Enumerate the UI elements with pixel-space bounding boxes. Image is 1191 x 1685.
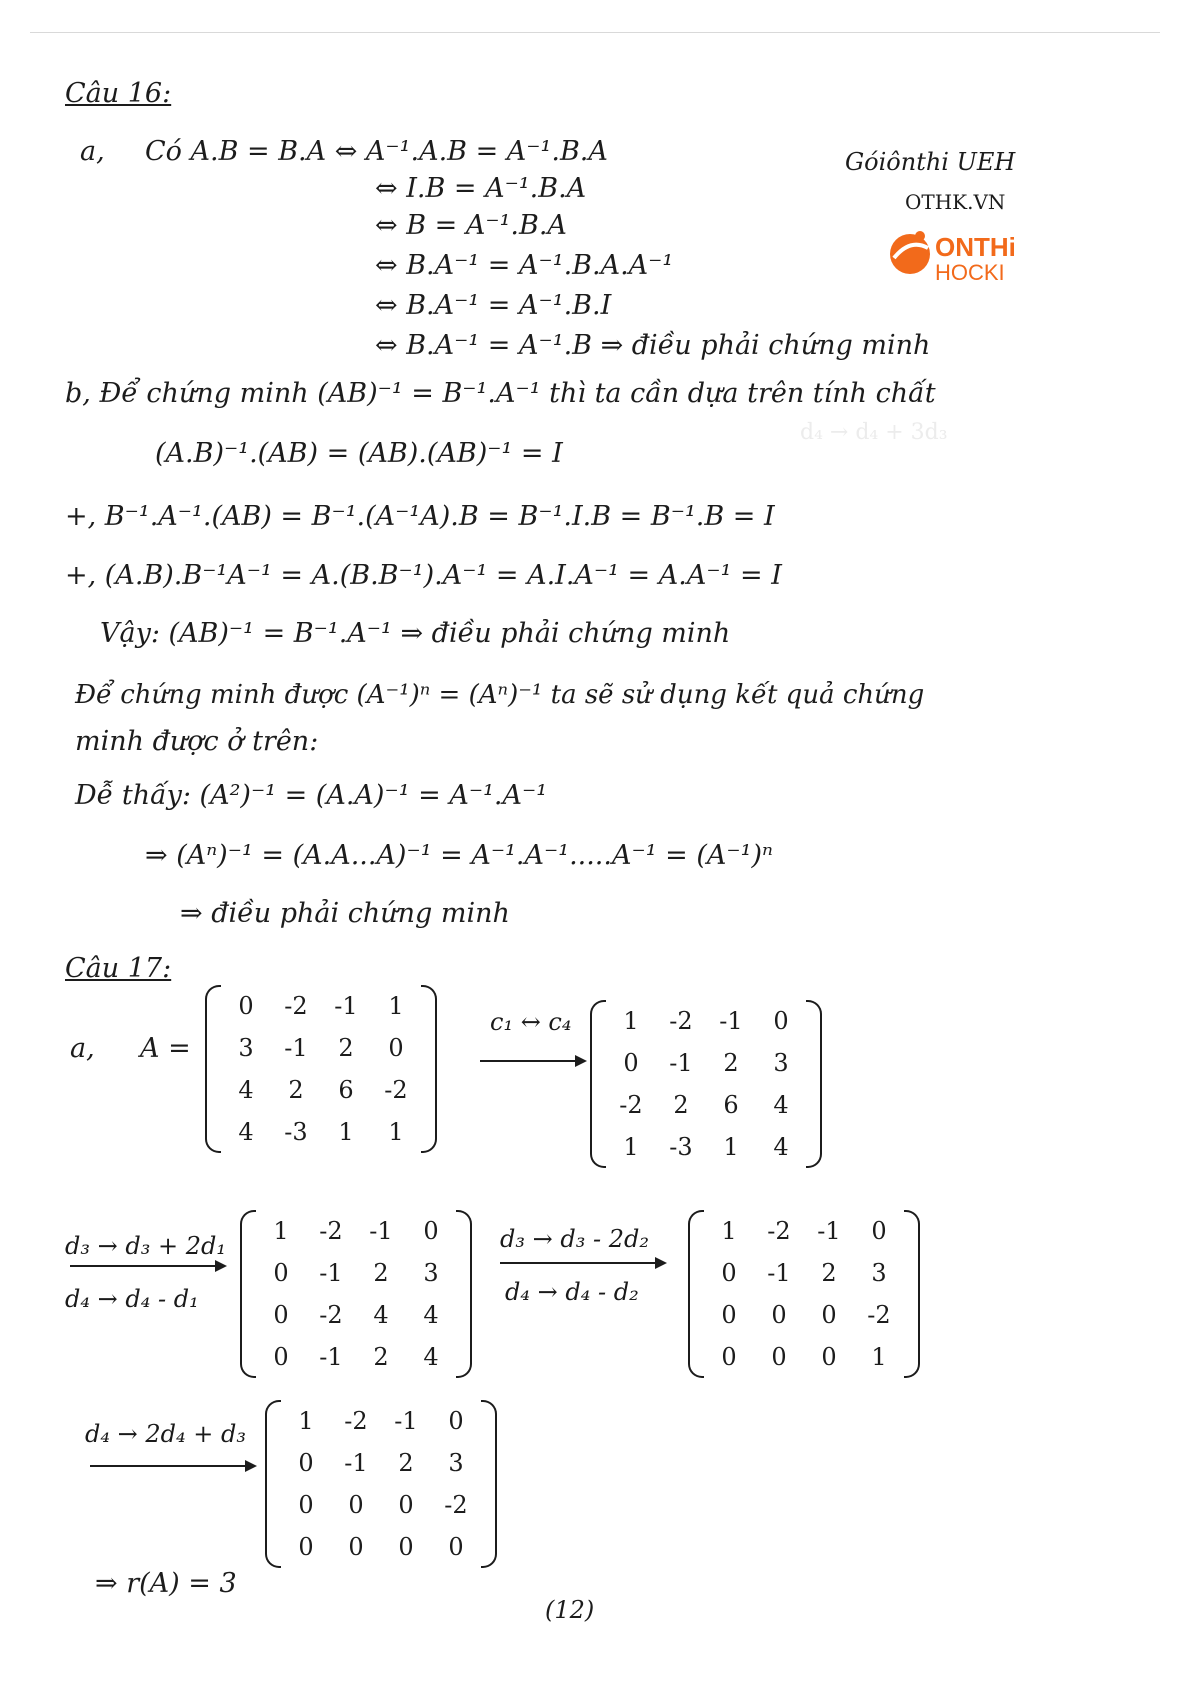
matrix-cell: 0	[398, 1533, 414, 1561]
matrix-cell: -2	[319, 1301, 343, 1329]
q16-a-line-2: ⇔ I.B = A⁻¹.B.A	[375, 173, 587, 204]
matrix-cell: -1	[369, 1217, 393, 1245]
matrix-row	[221, 1069, 421, 1111]
matrix-cell: 0	[773, 1007, 789, 1035]
matrix-cell: 1	[338, 1118, 354, 1146]
matrix-cell: -1	[669, 1049, 693, 1077]
q16-b-line-8: Dễ thấy: (A²)⁻¹ = (A.A)⁻¹ = A⁻¹.A⁻¹	[75, 780, 548, 811]
op-row-2-bottom: d₄ → d₄ - d₁	[65, 1285, 199, 1313]
matrix-cell: -3	[669, 1133, 693, 1161]
matrix-cell: 2	[673, 1091, 689, 1119]
matrix-cell: -1	[319, 1343, 343, 1371]
matrix-cell: 3	[448, 1449, 464, 1477]
matrix-row	[256, 1252, 456, 1294]
matrix-cell: 6	[338, 1076, 354, 1104]
page-number: (12)	[545, 1596, 595, 1624]
matrix-cell: 0	[298, 1449, 314, 1477]
matrix-cell: 1	[388, 992, 404, 1020]
matrix-cell: 0	[348, 1491, 364, 1519]
q16-a-line-1: Có A.B = B.A ⇔ A⁻¹.A.B = A⁻¹.B.A	[145, 136, 608, 167]
matrix-cell: 4	[423, 1343, 439, 1371]
matrix-cell: 0	[771, 1301, 787, 1329]
matrix-cell: 3	[773, 1049, 789, 1077]
matrix-cell: 2	[338, 1034, 354, 1062]
matrix-row	[606, 1084, 806, 1126]
matrix-cell: 0	[273, 1259, 289, 1287]
matrix-cell: -3	[284, 1118, 308, 1146]
q17-a-label: a,	[70, 1033, 95, 1064]
q17-A-eq: A =	[140, 1033, 191, 1064]
brand-bottom: HOCKI	[935, 260, 1005, 285]
matrix-cell: 3	[871, 1259, 887, 1287]
matrix-cell: 6	[723, 1091, 739, 1119]
matrix-3	[688, 1210, 920, 1378]
matrix-cell: -1	[319, 1259, 343, 1287]
matrix-row	[704, 1294, 904, 1336]
matrix-cell: 0	[298, 1533, 314, 1561]
matrix-cell: 0	[398, 1491, 414, 1519]
matrix-row	[606, 1126, 806, 1168]
q16-b-line-10: ⇒ điều phải chứng minh	[180, 898, 510, 929]
matrix-cell: 2	[373, 1343, 389, 1371]
matrix-cell: -2	[344, 1407, 368, 1435]
matrix-cell: 1	[273, 1217, 289, 1245]
matrix-A	[205, 985, 437, 1153]
matrix-1	[590, 1000, 822, 1168]
matrix-row	[256, 1336, 456, 1378]
show-through: d₄ → d₄ + 3d₃	[800, 420, 948, 445]
op-row-3-top: d₃ → d₃ - 2d₂	[500, 1225, 649, 1253]
matrix-cell: -1	[719, 1007, 743, 1035]
matrix-cell: -2	[444, 1491, 468, 1519]
matrix-cell: -2	[284, 992, 308, 1020]
q16-b-line-2: (A.B)⁻¹.(AB) = (AB).(AB)⁻¹ = I	[155, 438, 563, 469]
matrix-cell: -2	[669, 1007, 693, 1035]
arrow-1	[480, 1060, 585, 1062]
matrix-cell: 0	[388, 1034, 404, 1062]
arrow-3	[500, 1262, 665, 1264]
matrix-row	[281, 1442, 481, 1484]
matrix-cell: -1	[334, 992, 358, 1020]
matrix-cell: -1	[767, 1259, 791, 1287]
q16-a-line-6: ⇔ B.A⁻¹ = A⁻¹.B ⇒ điều phải chứng minh	[375, 330, 931, 361]
matrix-cell: 0	[821, 1343, 837, 1371]
matrix-cell: 0	[273, 1343, 289, 1371]
matrix-2	[240, 1210, 472, 1378]
arrow-2	[70, 1265, 225, 1267]
q16-heading: Câu 16:	[65, 78, 172, 109]
matrix-cell: 1	[388, 1118, 404, 1146]
matrix-cell: 0	[721, 1343, 737, 1371]
matrix-cell: -2	[319, 1217, 343, 1245]
arrow-4	[90, 1465, 255, 1467]
matrix-cell: 4	[373, 1301, 389, 1329]
matrix-row	[221, 1027, 421, 1069]
matrix-row	[704, 1252, 904, 1294]
op-swap-columns: c₁ ↔ c₄	[490, 1008, 572, 1036]
matrix-cell: -1	[817, 1217, 841, 1245]
q16-b-line-6: Để chứng minh được (A⁻¹)ⁿ = (Aⁿ)⁻¹ ta sẽ sử dụng kết quả chứng	[75, 680, 925, 710]
matrix-cell: 0	[448, 1533, 464, 1561]
op-row-4: d₄ → 2d₄ + d₃	[85, 1420, 246, 1448]
matrix-cell: 4	[423, 1301, 439, 1329]
q16-b-line-9: ⇒ (Aⁿ)⁻¹ = (A.A...A)⁻¹ = A⁻¹.A⁻¹.....A⁻¹ = (A⁻¹)ⁿ	[145, 840, 773, 871]
matrix-cell: 1	[298, 1407, 314, 1435]
matrix-cell: 0	[298, 1491, 314, 1519]
matrix-cell: 1	[721, 1217, 737, 1245]
matrix-row	[281, 1400, 481, 1442]
matrix-cell: 3	[423, 1259, 439, 1287]
matrix-cell: 0	[821, 1301, 837, 1329]
matrix-cell: -1	[284, 1034, 308, 1062]
matrix-cell: 0	[771, 1343, 787, 1371]
matrix-row	[606, 1000, 806, 1042]
matrix-cell: 4	[773, 1133, 789, 1161]
matrix-cell: 1	[723, 1133, 739, 1161]
matrix-row	[256, 1294, 456, 1336]
q16-b-line-4: +, (A.B).B⁻¹A⁻¹ = A.(B.B⁻¹).A⁻¹ = A.I.A⁻¹ = A.A⁻¹ = I	[65, 560, 782, 591]
matrix-row	[704, 1336, 904, 1378]
matrix-cell: 2	[398, 1449, 414, 1477]
matrix-cell: 1	[871, 1343, 887, 1371]
matrix-cell: 0	[871, 1217, 887, 1245]
matrix-cell: 2	[821, 1259, 837, 1287]
matrix-row	[606, 1042, 806, 1084]
matrix-cell: -2	[867, 1301, 891, 1329]
brand-top: ONTHi	[935, 232, 1016, 262]
onthi-logo-icon	[880, 222, 940, 282]
q16-a-label: a,	[80, 136, 105, 167]
matrix-cell: 0	[348, 1533, 364, 1561]
matrix-cell: 4	[773, 1091, 789, 1119]
matrix-cell: 0	[273, 1301, 289, 1329]
matrix-cell: 2	[373, 1259, 389, 1287]
matrix-cell: -1	[394, 1407, 418, 1435]
matrix-cell: 1	[623, 1007, 639, 1035]
matrix-row	[221, 985, 421, 1027]
matrix-cell: 0	[721, 1301, 737, 1329]
q16-b-line-1: b, Để chứng minh (AB)⁻¹ = B⁻¹.A⁻¹ thì ta cần dựa trên tính chất	[65, 378, 936, 409]
matrix-cell: -1	[344, 1449, 368, 1477]
matrix-cell: 0	[423, 1217, 439, 1245]
op-row-2-top: d₃ → d₃ + 2d₁	[65, 1232, 226, 1260]
q16-b-line-3: +, B⁻¹.A⁻¹.(AB) = B⁻¹.(A⁻¹A).B = B⁻¹.I.B = B⁻¹.B = I	[65, 501, 775, 532]
matrix-cell: 0	[238, 992, 254, 1020]
matrix-cell: 0	[623, 1049, 639, 1077]
watermark-site: OTHK.VN	[905, 190, 1006, 214]
matrix-cell: 3	[238, 1034, 254, 1062]
matrix-cell: 4	[238, 1118, 254, 1146]
matrix-cell: 0	[448, 1407, 464, 1435]
rank-result: ⇒ r(A) = 3	[95, 1568, 237, 1599]
q17-heading: Câu 17:	[65, 953, 172, 984]
q16-b-line-7: minh được ở trên:	[75, 726, 319, 757]
watermark-title: Góiônthi UEH	[845, 148, 1016, 176]
matrix-row	[281, 1526, 481, 1568]
q16-a-line-4: ⇔ B.A⁻¹ = A⁻¹.B.A.A⁻¹	[375, 250, 674, 281]
matrix-row	[221, 1111, 421, 1153]
op-row-3-bottom: d₄ → d₄ - d₂	[505, 1278, 639, 1306]
matrix-row	[281, 1484, 481, 1526]
matrix-4	[265, 1400, 497, 1568]
matrix-cell: 2	[723, 1049, 739, 1077]
matrix-cell: 1	[623, 1133, 639, 1161]
matrix-cell: -2	[619, 1091, 643, 1119]
matrix-cell: 4	[238, 1076, 254, 1104]
matrix-cell: -2	[384, 1076, 408, 1104]
matrix-cell: 0	[721, 1259, 737, 1287]
matrix-row	[704, 1210, 904, 1252]
matrix-cell: -2	[767, 1217, 791, 1245]
q16-a-line-3: ⇔ B = A⁻¹.B.A	[375, 210, 567, 241]
matrix-row	[256, 1210, 456, 1252]
q16-b-line-5: Vậy: (AB)⁻¹ = B⁻¹.A⁻¹ ⇒ điều phải chứng minh	[100, 618, 731, 649]
q16-a-line-5: ⇔ B.A⁻¹ = A⁻¹.B.I	[375, 290, 612, 321]
matrix-cell: 2	[288, 1076, 304, 1104]
